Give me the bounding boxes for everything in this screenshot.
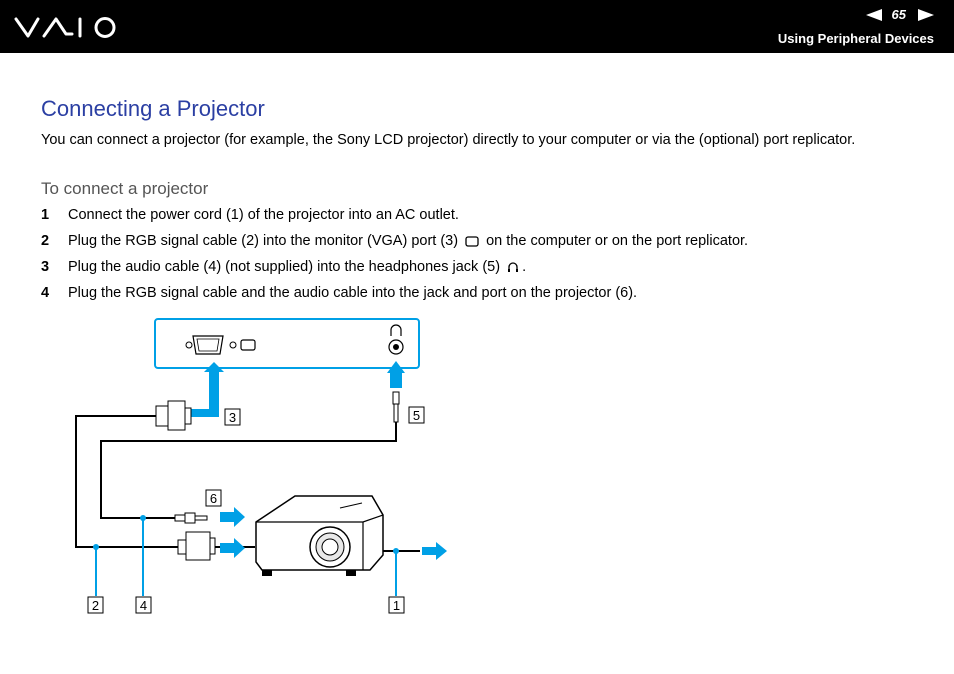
step-number: 1 — [41, 207, 50, 223]
vga-connector — [178, 532, 215, 560]
headphones-icon — [507, 261, 519, 273]
audio-plug — [393, 392, 399, 422]
audio-plug — [175, 513, 207, 523]
step-number: 2 — [41, 233, 50, 249]
step-2 — [41, 232, 748, 250]
arrow-right-icon — [422, 542, 447, 560]
arrow-right-icon — [220, 538, 245, 558]
step-text: Connect the power cord (1) of the projector into an AC outlet. — [68, 207, 459, 223]
callout-3 — [225, 409, 240, 425]
vaio-logo — [14, 14, 120, 40]
triangle-left-icon[interactable] — [866, 9, 882, 21]
vga-connector — [156, 401, 191, 430]
svg-text:1: 1 — [392, 598, 401, 613]
page-title: Connecting a Projector — [41, 96, 265, 121]
step-number: 3 — [41, 259, 50, 275]
step-number: 4 — [41, 285, 50, 301]
arrow-up-icon — [190, 362, 224, 417]
header-bar — [0, 0, 954, 55]
step-text-cont: on the computer or on the port replicator. — [482, 233, 749, 249]
callout-6 — [206, 490, 221, 506]
svg-text:6: 6 — [209, 491, 218, 506]
svg-text:4: 4 — [139, 598, 148, 613]
callout-1 — [389, 597, 404, 613]
step-3 — [41, 258, 526, 276]
page-number: 65 — [891, 7, 906, 22]
callout-2 — [88, 597, 103, 613]
svg-text:5: 5 — [412, 408, 421, 423]
rgb-cable — [76, 416, 255, 547]
callout-5 — [409, 407, 424, 423]
monitor-port-icon — [465, 236, 479, 247]
step-1 — [41, 206, 459, 224]
intro-paragraph: You can connect a projector (for example, the Sony LCD projector) directly to your computer or via the (optional) port replicator. — [41, 132, 856, 148]
procedure-title: To connect a projector — [41, 179, 209, 198]
callout-4 — [136, 597, 151, 613]
svg-text:3: 3 — [228, 410, 237, 425]
step-text: Plug the audio cable (4) (not supplied) into the headphones jack (5) — [68, 259, 505, 275]
arrow-right-icon — [220, 507, 245, 527]
step-text: Plug the RGB signal cable (2) into the monitor (VGA) port (3) — [68, 233, 463, 249]
projector-connection-diagram — [60, 310, 460, 615]
step-text: Plug the RGB signal cable and the audio cable into the jack and port on the projector (6). — [68, 285, 638, 301]
section-title: Using Peripheral Devices — [777, 31, 934, 46]
triangle-right-icon[interactable] — [918, 9, 934, 21]
step-4 — [41, 284, 637, 302]
page-navigator — [866, 7, 934, 22]
svg-text:2: 2 — [91, 598, 100, 613]
step-text-cont: . — [522, 259, 527, 275]
